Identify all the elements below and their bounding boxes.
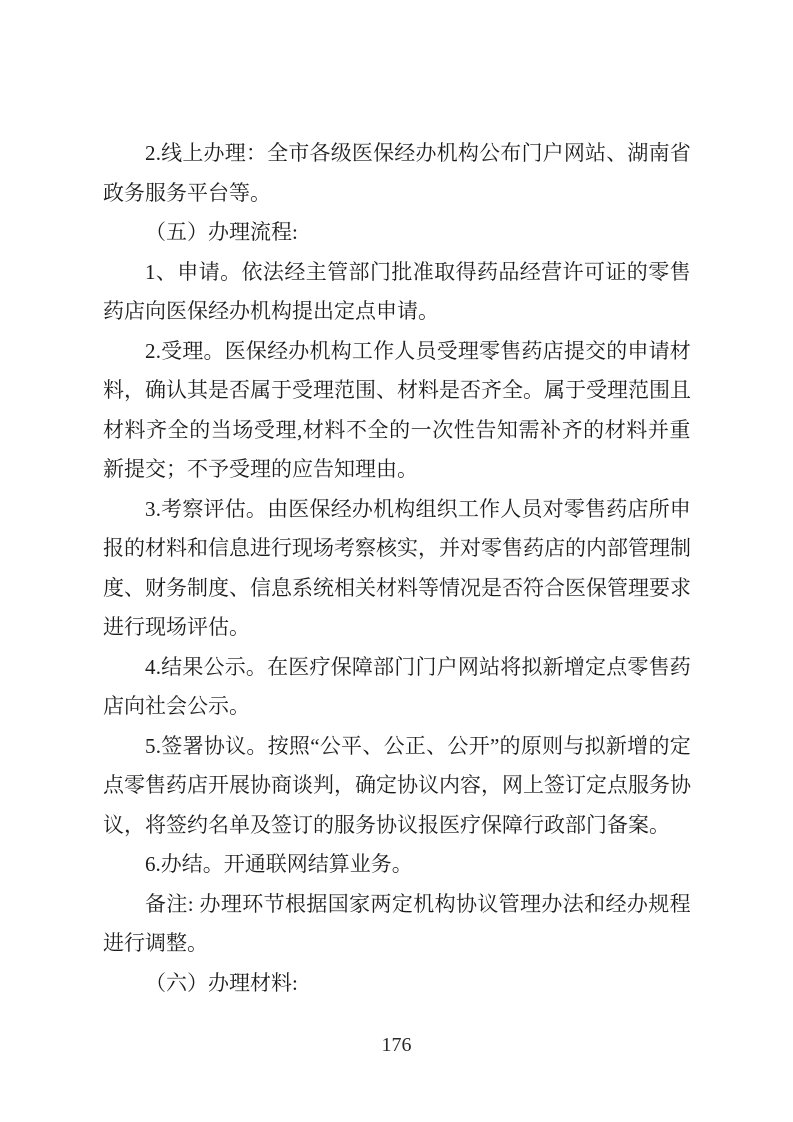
text-line bbox=[103, 134, 691, 174]
text-line bbox=[103, 924, 691, 964]
text-line bbox=[103, 213, 691, 253]
text-line bbox=[103, 253, 691, 293]
text-line bbox=[103, 490, 691, 530]
text-line-content: 5.签署协议。按照“公平、公正、公开”的原则与拟新增的定 bbox=[145, 733, 691, 758]
text-line-content: 药店向医保经办机构提出定点申请。 bbox=[103, 299, 439, 323]
text-line-content: 报的材料和信息进行现场考察核实，并对零售药店的内部管理制 bbox=[103, 536, 691, 560]
text-line-content: 议，将签约名单及签订的服务协议报医疗保障行政部门备案。 bbox=[103, 812, 670, 837]
text-line-content: 新提交；不予受理的应告知理由。 bbox=[103, 457, 418, 481]
text-line bbox=[103, 727, 691, 767]
text-line bbox=[103, 806, 691, 846]
text-line bbox=[103, 608, 691, 648]
text-line bbox=[103, 766, 691, 806]
text-line bbox=[103, 964, 691, 1004]
text-line bbox=[103, 332, 691, 372]
text-line bbox=[103, 529, 691, 569]
text-line-content: 4.结果公示。在医疗保障部门门户网站将拟新增定点零售药 bbox=[145, 654, 691, 679]
text-line-content: 进行现场评估。 bbox=[103, 615, 250, 639]
text-line-content: 店向社会公示。 bbox=[103, 694, 250, 718]
text-line bbox=[103, 687, 691, 727]
text-line-content: 2.线上办理：全市各级医保经办机构公布门户网站、湖南省 bbox=[145, 141, 691, 165]
text-line bbox=[103, 569, 691, 609]
text-line-content: 2.受理。医保经办机构工作人员受理零售药店提交的申请材 bbox=[145, 338, 691, 363]
text-line bbox=[103, 411, 691, 451]
page-number: 176 bbox=[381, 1034, 412, 1056]
text-line-content: 点零售药店开展协商谈判，确定协议内容，网上签订定点服务协 bbox=[103, 773, 691, 797]
text-line-content: 材料齐全的当场受理,材料不全的一次性告知需补齐的材料并重 bbox=[103, 417, 691, 442]
text-line-content: 料，确认其是否属于受理范围、材料是否齐全。属于受理范围且 bbox=[103, 378, 691, 402]
text-line-content: 6.办结。开通联网结算业务。 bbox=[145, 852, 413, 876]
text-line bbox=[103, 174, 691, 214]
text-line bbox=[103, 648, 691, 688]
text-line-content: 进行调整。 bbox=[103, 931, 208, 955]
text-line-content: 1、申请。依法经主管部门批准取得药品经营许可证的零售 bbox=[145, 259, 691, 284]
text-line-content: （五）办理流程: bbox=[145, 220, 298, 244]
text-line-content: 度、财务制度、信息系统相关材料等情况是否符合医保管理要求 bbox=[103, 575, 691, 600]
document-body bbox=[103, 134, 691, 1003]
text-line bbox=[103, 885, 691, 925]
text-line bbox=[103, 371, 691, 411]
text-line bbox=[103, 450, 691, 490]
text-line-content: 备注: 办理环节根据国家两定机构协议管理办法和经办规程 bbox=[145, 891, 691, 916]
text-line-content: （六）办理材料: bbox=[145, 970, 298, 995]
text-line-content: 3.考察评估。由医保经办机构组织工作人员对零售药店所申 bbox=[145, 496, 691, 521]
text-line-content: 政务服务平台等。 bbox=[103, 180, 271, 205]
text-line bbox=[103, 292, 691, 332]
text-line bbox=[103, 845, 691, 885]
